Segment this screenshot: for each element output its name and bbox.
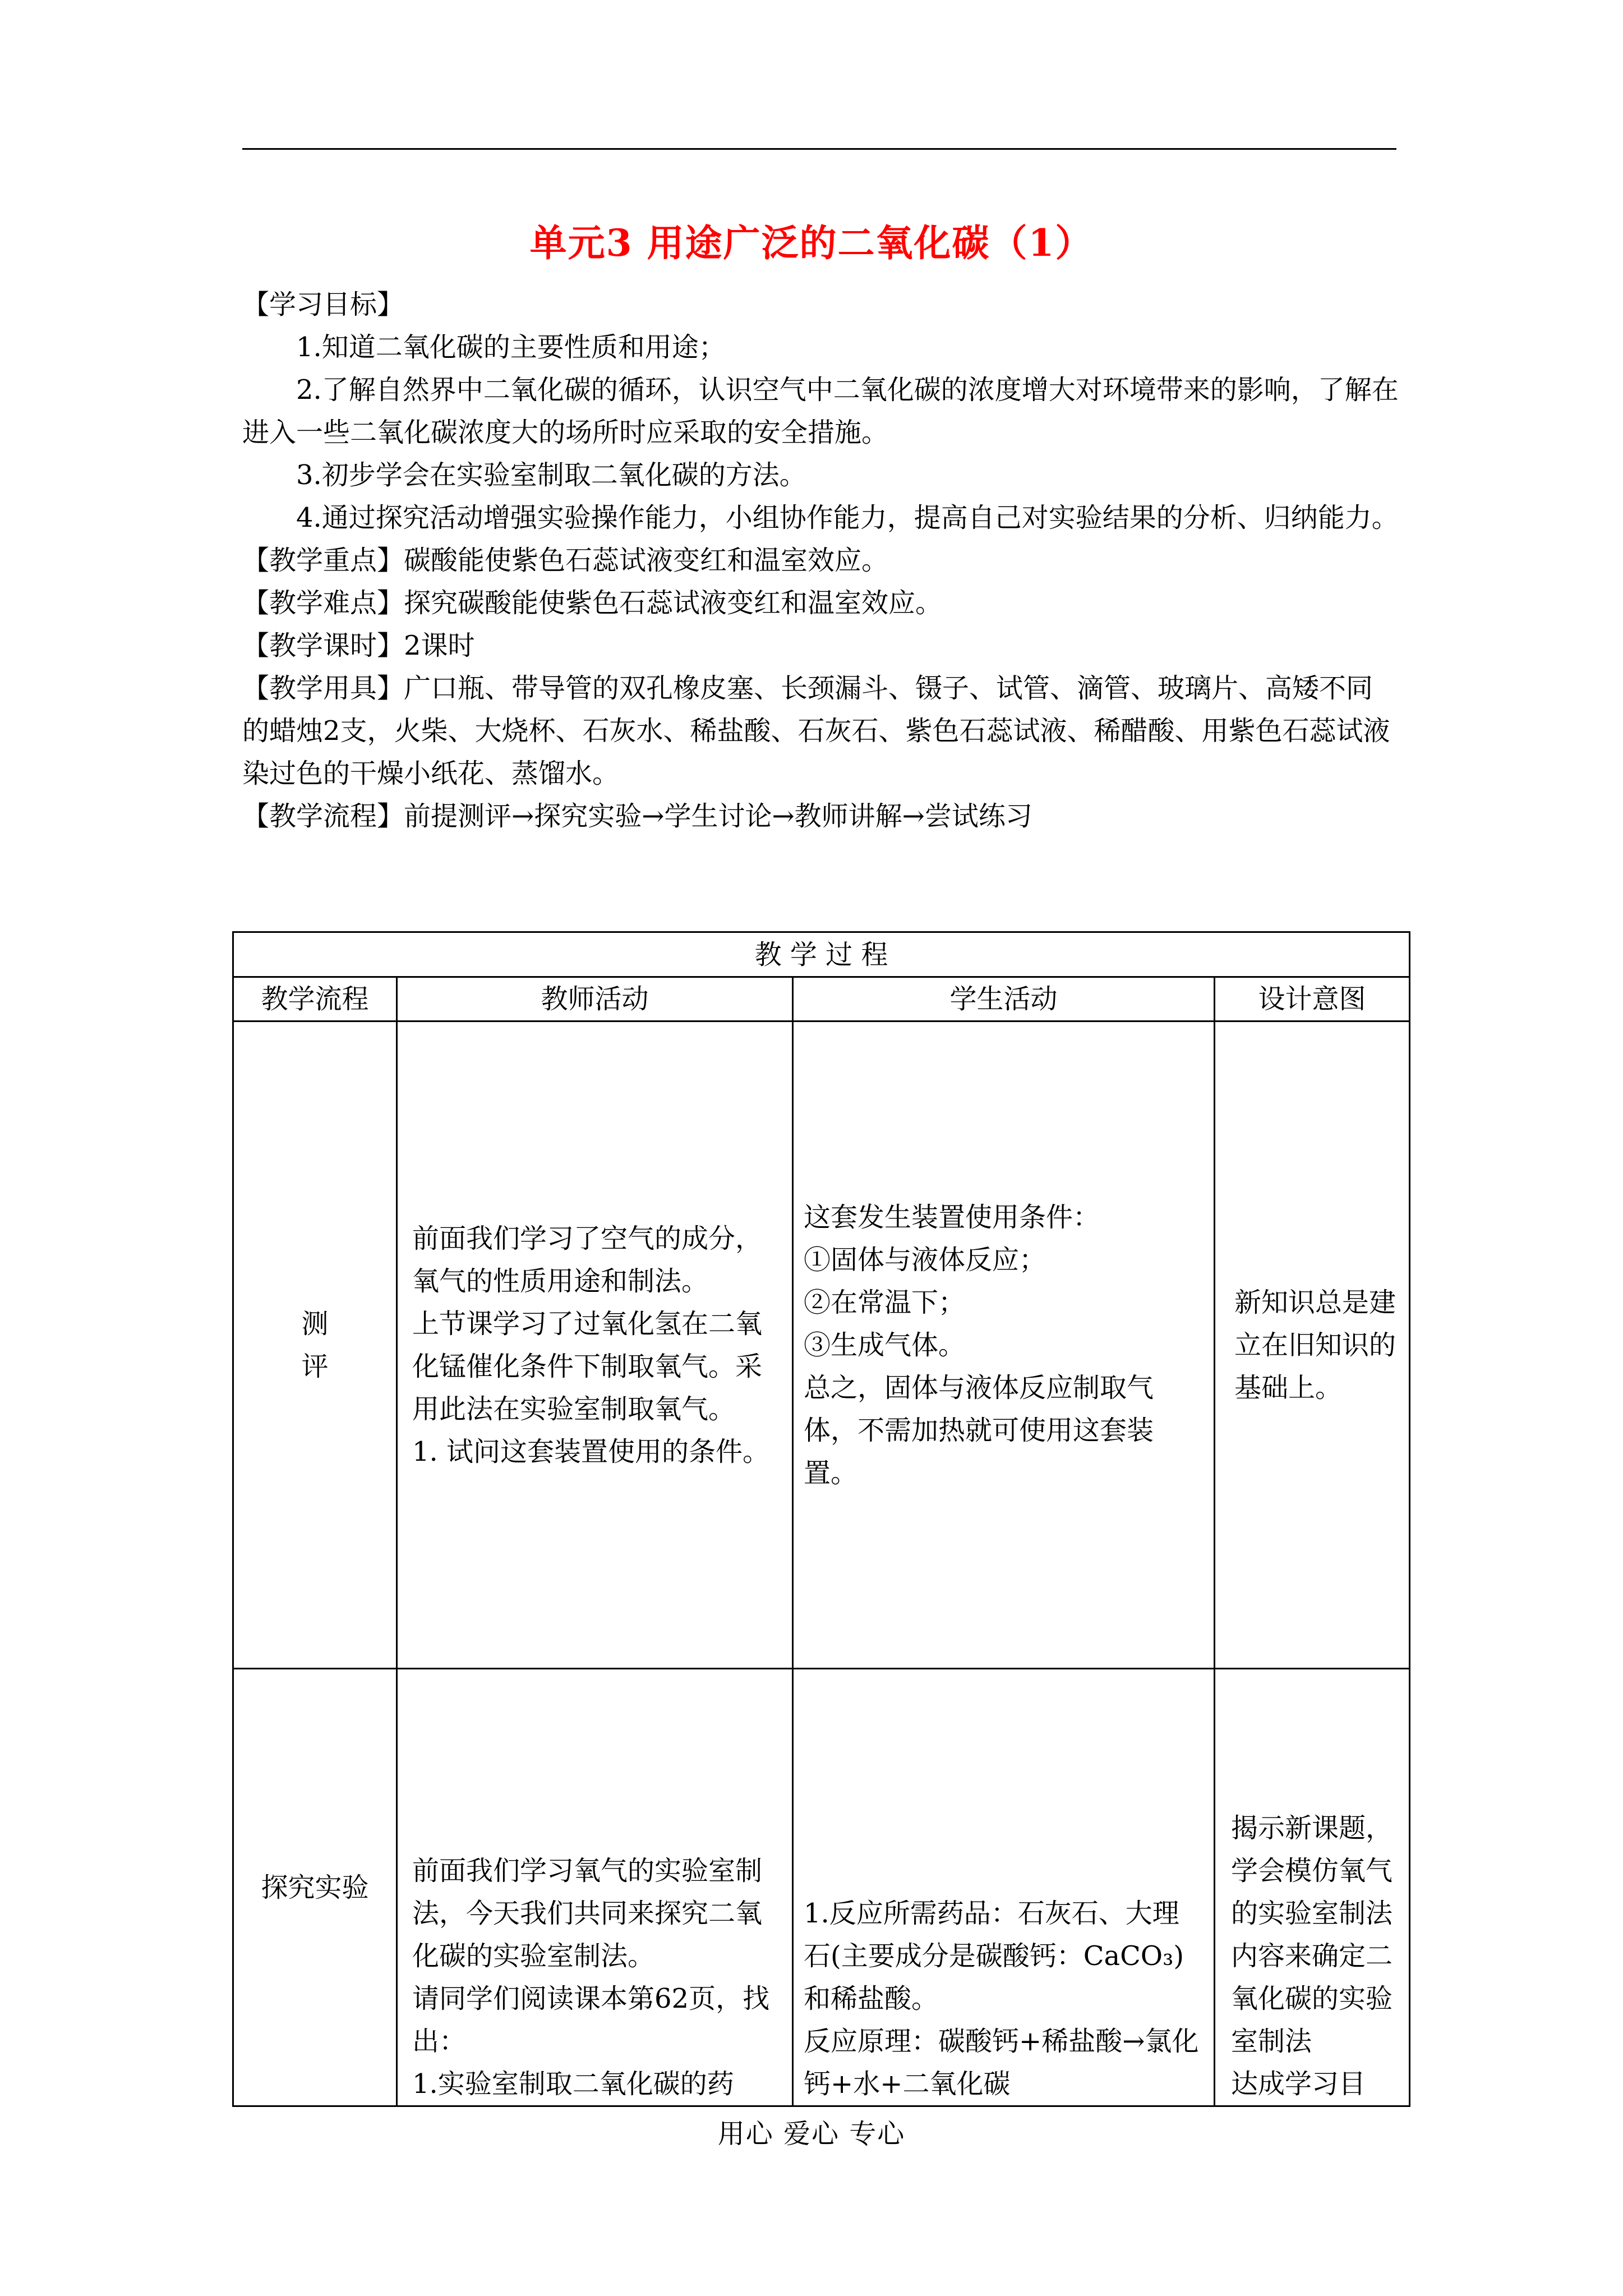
section-label: 【教学用具】 bbox=[242, 673, 404, 704]
objective-item-4: 4.通过探究活动增强实验操作能力，小组协作能力，提高自己对实验结果的分析、归纳能力。 bbox=[296, 502, 1399, 533]
table-caption: 教 学 过 程 bbox=[233, 932, 1410, 977]
section-text: 2课时 bbox=[404, 630, 475, 661]
teacher-activity-cell: 前面我们学习氧气的实验室制法，今天我们共同来探究二氧化碳的实验室制法。 请同学们阅读课本第62页，找出： 1.实验室制取二氧化碳的药 bbox=[397, 1669, 793, 2106]
document-body bbox=[242, 283, 1399, 838]
objective-item-2: 2.了解自然界中二氧化碳的循环，认识空气中二氧化碳的浓度增大对环境带来的影响，了解在进入一些二氧化碳浓度大的场所时应采取的安全措施。 bbox=[242, 374, 1399, 448]
student-activity-cell: 这套发生装置使用条件： ①固体与液体反应； ②在常温下； ③生成气体。 总之，固体与液体反应制取气体，不需加热就可使用这套装置。 bbox=[793, 1022, 1215, 1669]
objective-item-1: 1.知道二氧化碳的主要性质和用途； bbox=[296, 332, 726, 363]
student-activity-cell: 1.反应所需药品：石灰石、大理石(主要成分是碳酸钙：CaCO₃)和稀盐酸。 反应原理：碳酸钙+稀盐酸→氯化钙+水+二氧化碳 bbox=[793, 1669, 1215, 2106]
section-label: 【教学流程】 bbox=[242, 800, 404, 832]
section-text: 碳酸能使紫色石蕊试液变红和温室效应。 bbox=[404, 545, 889, 576]
column-header: 教师活动 bbox=[397, 977, 793, 1022]
teacher-activity-cell: 前面我们学习了空气的成分，氧气的性质用途和制法。 上节课学习了过氧化氢在二氧化锰催化条件下制取氧气。采用此法在实验室制取氧气。 1. 试问这套装置使用的条件。 bbox=[397, 1022, 793, 1669]
table-row bbox=[233, 1022, 1410, 1669]
column-header: 学生活动 bbox=[793, 977, 1215, 1022]
stage-cell: 探究实验 bbox=[233, 1669, 397, 2106]
section-class-hours bbox=[242, 624, 1399, 667]
page-title: 单元3 用途广泛的二氧化碳（1） bbox=[529, 221, 1094, 265]
section-text: 探究碳酸能使紫色石蕊试液变红和温室效应。 bbox=[404, 587, 943, 619]
design-intent-cell: 新知识总是建立在旧知识的基础上。 bbox=[1215, 1022, 1410, 1669]
column-header: 设计意图 bbox=[1215, 977, 1410, 1022]
header-rule bbox=[242, 148, 1396, 150]
table-header-row bbox=[233, 977, 1410, 1022]
column-header: 教学流程 bbox=[233, 977, 397, 1022]
table-row bbox=[233, 1669, 1410, 2106]
stage-cell: 测 评 bbox=[233, 1022, 397, 1669]
section-teaching-flow bbox=[242, 795, 1399, 838]
section-key-points bbox=[242, 539, 1399, 582]
page-footer: 用心 爱心 专心 bbox=[717, 2118, 906, 2150]
section-teaching-tools bbox=[242, 667, 1399, 795]
design-intent-cell: 揭示新课题，学会模仿氧气的实验室制法内容来确定二氧化碳的实验室制法 达成学习目 bbox=[1215, 1669, 1410, 2106]
section-label: 【教学课时】 bbox=[242, 630, 404, 661]
section-text: 广口瓶、带导管的双孔橡皮塞、长颈漏斗、镊子、试管、滴管、玻璃片、高矮不同的蜡烛2支，火柴、大烧杯、石灰水、稀盐酸、石灰石、紫色石蕊试液、稀醋酸、用紫色石蕊试液染过色的干燥小纸花、蒸馏水。 bbox=[242, 673, 1390, 789]
section-label: 【教学重点】 bbox=[242, 545, 404, 576]
objective-item-3: 3.初步学会在实验室制取二氧化碳的方法。 bbox=[296, 459, 806, 491]
section-label: 【教学难点】 bbox=[242, 587, 404, 619]
objectives-heading: 【学习目标】 bbox=[242, 289, 404, 320]
teaching-process-table bbox=[232, 931, 1410, 2107]
table-caption-row bbox=[233, 932, 1410, 977]
section-text: 前提测评→探究实验→学生讨论→教师讲解→尝试练习 bbox=[404, 800, 1032, 832]
section-difficulties bbox=[242, 582, 1399, 624]
